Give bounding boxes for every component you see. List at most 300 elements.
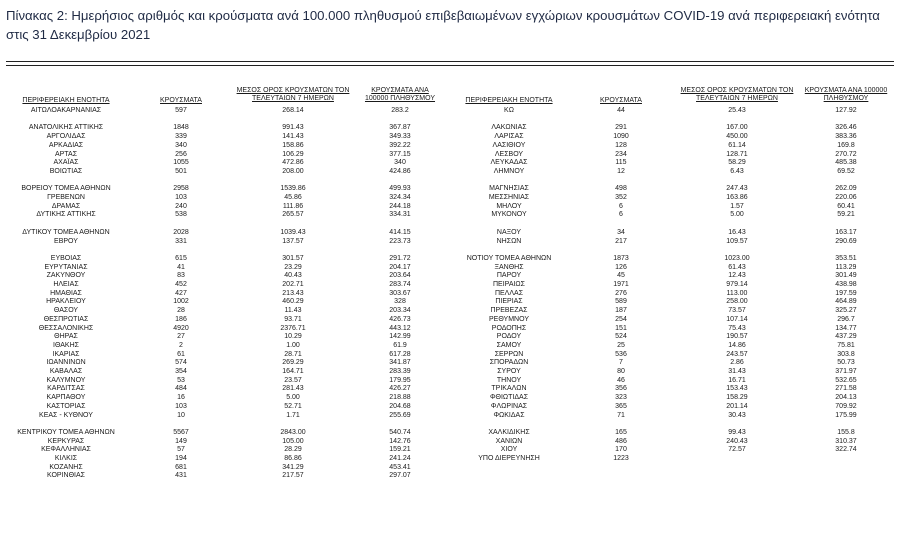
avg7-cell: 28.29: [284, 446, 302, 454]
cases-cell: 16: [177, 394, 185, 402]
cases-cell: 589: [615, 298, 627, 306]
avg7-cell: 10.29: [284, 333, 302, 341]
avg7-cell: 93.71: [284, 315, 302, 323]
per100k-cell: 61.9: [393, 341, 407, 349]
cases-cell: 431: [175, 472, 187, 480]
cases-cell: 83: [177, 272, 185, 280]
cases-cell: 240: [175, 202, 187, 210]
avg7-cell: 208.00: [282, 167, 304, 175]
cases-cell: 452: [175, 281, 187, 288]
avg7-cell: 991.43: [282, 124, 304, 132]
cases-cell: 1873: [613, 254, 629, 262]
table-row: [6, 124, 894, 133]
per100k-cell: 426.73: [389, 315, 411, 323]
per100k-cell: 437.29: [835, 333, 857, 341]
avg7-cell: 1.57: [730, 202, 744, 210]
avg7-cell: 30.43: [728, 411, 746, 419]
cases-cell: 365: [615, 402, 627, 410]
region-cell: ΥΠΟ ΔΙΕΡΕΥΝΗΣΗ: [478, 455, 540, 462]
region-cell: ΜΗΛΟΥ: [496, 202, 522, 210]
table-row: [6, 281, 894, 290]
region-cell: ΡΟΔΟΥ: [496, 333, 522, 341]
avg7-cell: 14.86: [728, 341, 746, 349]
cases-cell: 61: [177, 350, 185, 358]
cases-cell: 1002: [173, 298, 189, 306]
cases-cell: 276: [615, 289, 627, 297]
cases-cell: 170: [615, 446, 627, 454]
region-cell: ΜΑΓΝΗΣΙΑΣ: [489, 185, 529, 193]
cases-cell: 536: [615, 350, 627, 358]
cases-cell: 1223: [613, 455, 629, 462]
avg7-cell: 99.43: [728, 428, 746, 436]
per100k-cell: 159.21: [389, 446, 411, 454]
per100k-cell: 532.65: [835, 376, 857, 384]
cases-cell: 80: [617, 368, 625, 375]
region-cell: ΖΑΚΥΝΘΟΥ: [46, 272, 86, 280]
table-row: [6, 194, 894, 203]
region-cell: ΧΙΟΥ: [500, 446, 518, 454]
avg7-cell: 12.43: [728, 272, 746, 280]
region-cell: ΠΑΡΟΥ: [496, 272, 522, 280]
table-row: [6, 446, 894, 455]
avg7-cell: 979.14: [726, 281, 748, 288]
per100k-cell: 223.73: [389, 237, 411, 245]
cases-cell: 44: [617, 107, 625, 114]
cases-cell: 25: [617, 341, 625, 349]
cases-cell: 331: [175, 237, 187, 245]
table-row: [6, 385, 894, 394]
avg7-cell: 341.29: [282, 463, 304, 471]
cases-cell: 486: [615, 437, 627, 445]
table-row: [6, 359, 894, 368]
region-cell: ΘΕΣΠΡΩΤΙΑΣ: [43, 315, 89, 323]
region-cell: ΗΡΑΚΛΕΙΟΥ: [46, 298, 86, 306]
cases-cell: 4920: [173, 324, 189, 332]
per100k-cell: 283.2: [391, 107, 409, 114]
avg7-cell: 28.71: [284, 350, 302, 358]
per100k-cell: 127.92: [835, 107, 857, 114]
avg7-cell: 190.57: [726, 333, 748, 341]
avg7-cell: 213.43: [282, 289, 304, 297]
avg7-cell: 45.86: [284, 194, 302, 201]
cases-cell: 2: [179, 341, 183, 349]
region-cell: ΚΕΦΑΛΛΗΝΙΑΣ: [41, 446, 91, 454]
avg7-cell: 5.00: [286, 394, 300, 402]
cases-cell: 501: [175, 167, 187, 175]
region-cell: ΒΟΙΩΤΙΑΣ: [49, 167, 83, 175]
cases-cell: 151: [615, 324, 627, 332]
avg7-cell: 301.57: [282, 254, 304, 262]
region-cell: ΜΥΚΟΝΟΥ: [491, 211, 527, 219]
cases-cell: 234: [615, 150, 627, 158]
region-cell: ΚΩ: [504, 107, 514, 114]
cases-cell: 41: [177, 263, 185, 271]
region-cell: ΚΑΡΔΙΤΣΑΣ: [47, 385, 85, 393]
per100k-cell: 179.95: [389, 376, 411, 384]
per100k-cell: 203.34: [389, 307, 411, 315]
per100k-cell: 203.64: [389, 272, 411, 280]
per100k-cell: 303.8: [837, 350, 855, 358]
table-row: [6, 211, 894, 220]
per100k-cell: 301.49: [835, 272, 857, 280]
region-cell: ΓΡΕΒΕΝΩΝ: [47, 194, 85, 201]
avg7-cell: 23.57: [284, 376, 302, 384]
per100k-cell: 271.58: [835, 385, 857, 393]
region-cell: ΚΕΑΣ - ΚΥΘΝΟΥ: [39, 411, 93, 419]
avg7-cell: 163.86: [726, 194, 748, 201]
avg7-cell: 167.00: [726, 124, 748, 132]
per100k-cell: 414.15: [389, 228, 411, 236]
per100k-cell: 69.52: [837, 167, 855, 175]
avg7-cell: 86.86: [284, 455, 302, 462]
per100k-cell: 296.7: [837, 315, 855, 323]
region-cell: ΛΗΜΝΟΥ: [493, 167, 525, 175]
region-cell: ΧΑΛΚΙΔΙΚΗΣ: [488, 428, 530, 436]
region-cell: ΣΥΡΟΥ: [497, 368, 521, 375]
avg7-cell: 72.57: [728, 446, 746, 454]
per100k-cell: 499.93: [389, 185, 411, 193]
table-row: [6, 290, 894, 299]
cases-cell: 6: [619, 211, 623, 219]
region-cell: ΚΑΣΤΟΡΙΑΣ: [46, 402, 86, 410]
avg7-cell: 6.43: [730, 167, 744, 175]
avg7-cell: 247.43: [726, 185, 748, 193]
region-cell: ΠΕΙΡΑΙΩΣ: [493, 281, 525, 288]
per100k-cell: 134.77: [835, 324, 857, 332]
per100k-cell: 443.12: [389, 324, 411, 332]
cases-cell: 126: [615, 263, 627, 271]
per100k-cell: 426.27: [389, 385, 411, 393]
cases-cell: 28: [177, 307, 185, 315]
cases-cell: 27: [177, 333, 185, 341]
region-cell: ΡΟΔΟΠΗΣ: [491, 324, 527, 332]
region-cell: ΛΑΚΩΝΙΑΣ: [491, 124, 527, 132]
avg7-cell: 153.43: [726, 385, 748, 393]
table-row: [6, 368, 894, 377]
cases-cell: 115: [615, 159, 627, 167]
region-cell: ΚΟΖΑΝΗΣ: [49, 463, 83, 471]
avg7-cell: 265.57: [282, 211, 304, 219]
avg7-cell: 141.43: [282, 133, 304, 141]
avg7-cell: 61.43: [728, 263, 746, 271]
per100k-cell: 383.36: [835, 133, 857, 141]
per100k-cell: 310.37: [835, 437, 857, 445]
per100k-cell: 241.24: [389, 455, 411, 462]
avg7-cell: 450.00: [726, 133, 748, 141]
cases-cell: 681: [175, 463, 187, 471]
per100k-cell: 353.51: [835, 254, 857, 262]
region-cell: ΦΩΚΙΔΑΣ: [493, 411, 525, 419]
region-cell: ΙΘΑΚΗΣ: [53, 341, 79, 349]
per100k-cell: 283.74: [389, 281, 411, 288]
table-row: [6, 255, 894, 264]
table-row: [6, 203, 894, 212]
cases-cell: 71: [617, 411, 625, 419]
region-cell: ΝΟΤΙΟΥ ΤΟΜΕΑ ΑΘΗΝΩΝ: [466, 254, 552, 262]
region-cell: ΣΑΜΟΥ: [496, 341, 522, 349]
region-cell: ΗΛΕΙΑΣ: [53, 281, 79, 288]
table-row: [6, 151, 894, 160]
region-cell: ΚΕΝΤΡΙΚΟΥ ΤΟΜΕΑ ΑΘΗΝΩΝ: [17, 428, 115, 436]
per100k-cell: 453.41: [389, 463, 411, 471]
per100k-cell: 340: [394, 159, 406, 167]
region-cell: ΚΟΡΙΝΘΙΑΣ: [47, 472, 85, 480]
avg7-cell: 201.14: [726, 402, 748, 410]
avg7-cell: 1023.00: [724, 254, 750, 262]
table-row: [6, 472, 894, 481]
header-per100k-left: ΚΡΟΥΣΜΑΤΑ ΑΝΑ 100000 ΠΛΗΘΥΣΜΟΥ: [364, 87, 436, 102]
avg7-cell: 52.71: [284, 402, 302, 410]
table-row: [6, 342, 894, 351]
region-cell: ΕΥΒΟΙΑΣ: [50, 254, 82, 262]
per100k-cell: 220.06: [835, 194, 857, 201]
table-row: [6, 438, 894, 447]
per100k-cell: 155.8: [837, 428, 855, 436]
region-cell: ΚΙΛΚΙΣ: [54, 455, 78, 462]
per100k-cell: 438.98: [835, 281, 857, 288]
cases-cell: 5567: [173, 428, 189, 436]
avg7-cell: 40.43: [284, 272, 302, 280]
avg7-cell: 2843.00: [280, 428, 306, 436]
avg7-cell: 281.43: [282, 385, 304, 393]
cases-cell: 291: [615, 124, 627, 132]
table-row: [6, 238, 894, 247]
avg7-cell: 243.57: [726, 350, 748, 358]
region-cell: ΛΑΡΙΣΑΣ: [494, 133, 524, 141]
table-row: [6, 464, 894, 473]
avg7-cell: 58.29: [728, 159, 746, 167]
cases-cell: 339: [175, 133, 187, 141]
per100k-cell: 59.21: [837, 211, 855, 219]
cases-cell: 45: [617, 272, 625, 280]
per100k-cell: 617.28: [389, 350, 411, 358]
cases-cell: 1055: [173, 159, 189, 167]
table-row: [6, 229, 894, 238]
cases-cell: 10: [177, 411, 185, 419]
per100k-cell: 349.33: [389, 133, 411, 141]
cases-cell: 256: [175, 150, 187, 158]
avg7-cell: 1.00: [286, 341, 300, 349]
region-cell: ΘΗΡΑΣ: [54, 333, 78, 341]
avg7-cell: 258.00: [726, 298, 748, 306]
cases-cell: 356: [615, 385, 627, 393]
region-cell: ΚΑΛΥΜΝΟΥ: [46, 376, 86, 384]
per100k-cell: 322.74: [835, 446, 857, 454]
table-row: [6, 159, 894, 168]
region-cell: ΣΕΡΡΩΝ: [494, 350, 524, 358]
per100k-cell: 218.88: [389, 394, 411, 402]
cases-cell: 1971: [613, 281, 629, 288]
per100k-cell: 255.69: [389, 411, 411, 419]
avg7-cell: 75.43: [728, 324, 746, 332]
avg7-cell: 111.86: [282, 202, 304, 210]
header-avg7-left: ΜΕΣΟΣ ΟΡΟΣ ΚΡΟΥΣΜΑΤΩΝ ΤΟΝ ΤΕΛΕΥΤΑΙΩΝ 7 ΗΜΕΡΩΝ: [236, 87, 350, 102]
avg7-cell: 240.43: [726, 437, 748, 445]
per100k-cell: 113.29: [835, 263, 857, 271]
region-cell: ΕΒΡΟΥ: [54, 237, 78, 245]
region-cell: ΜΕΣΣΗΝΙΑΣ: [488, 194, 530, 201]
per100k-cell: 290.69: [835, 237, 857, 245]
cases-cell: 323: [615, 394, 627, 402]
region-cell: ΦΘΙΩΤΙΔΑΣ: [489, 394, 529, 402]
avg7-cell: 2.86: [730, 359, 744, 367]
table-caption: Πίνακας 2: Ημερήσιος αριθμός και κρούσματα ανά 100.000 πληθυσμού επιβεβαιωμένων εγχώριων κρουσμάτων COVID-19 ανά περιφερειακή ενότητα στις 31 Δεκεμβρίου 2021: [6, 8, 880, 42]
region-cell: ΝΑΞΟΥ: [496, 228, 522, 236]
per100k-cell: 326.46: [835, 124, 857, 132]
region-cell: ΝΗΣΩΝ: [496, 237, 522, 245]
region-cell: ΠΙΕΡΙΑΣ: [495, 298, 523, 306]
per100k-cell: 163.17: [835, 228, 857, 236]
avg7-cell: 11.43: [284, 307, 302, 315]
avg7-cell: 16.71: [728, 376, 746, 384]
per100k-cell: 262.09: [835, 185, 857, 193]
avg7-cell: 158.86: [282, 141, 304, 149]
avg7-cell: 202.71: [282, 281, 304, 288]
region-cell: ΤΗΝΟΥ: [496, 376, 522, 384]
per100k-cell: 197.59: [835, 289, 857, 297]
avg7-cell: 158.29: [726, 394, 748, 402]
per100k-cell: 291.72: [389, 254, 411, 262]
avg7-cell: 460.29: [282, 298, 304, 306]
region-cell: ΤΡΙΚΑΛΩΝ: [491, 385, 527, 393]
avg7-cell: 268.14: [282, 107, 304, 114]
region-cell: ΔΥΤΙΚΟΥ ΤΟΜΕΑ ΑΘΗΝΩΝ: [22, 228, 110, 236]
cases-cell: 103: [175, 194, 187, 201]
per100k-cell: 540.74: [389, 428, 411, 436]
per100k-cell: 377.15: [389, 150, 411, 158]
region-cell: ΠΕΛΛΑΣ: [494, 289, 524, 297]
cases-cell: 615: [175, 254, 187, 262]
cases-cell: 427: [175, 289, 187, 297]
avg7-cell: 23.29: [284, 263, 302, 271]
avg7-cell: 107.14: [726, 315, 748, 323]
cases-cell: 165: [615, 428, 627, 436]
avg7-cell: 73.57: [728, 307, 746, 315]
per100k-cell: 60.41: [837, 202, 855, 210]
region-cell: ΒΟΡΕΙΟΥ ΤΟΜΕΑ ΑΘΗΝΩΝ: [21, 185, 111, 193]
per100k-cell: 303.67: [389, 289, 411, 297]
table-row: [6, 333, 894, 342]
per100k-cell: 367.87: [389, 124, 411, 132]
cases-cell: 340: [175, 141, 187, 149]
region-cell: ΞΑΝΘΗΣ: [494, 263, 524, 271]
table-row: [6, 325, 894, 334]
cases-cell: 1848: [173, 124, 189, 132]
header-per100k-right: ΚΡΟΥΣΜΑΤΑ ΑΝΑ 100000 ΠΛΗΘΥΣΜΟΥ: [804, 87, 888, 102]
region-cell: ΛΕΥΚΑΔΑΣ: [490, 159, 528, 167]
avg7-cell: 113.00: [726, 289, 748, 297]
cases-cell: 46: [617, 376, 625, 384]
table-row: [6, 185, 894, 194]
header-region-left: ΠΕΡΙΦΕΡΕΙΑΚΗ ΕΝΟΤΗΤΑ: [22, 97, 110, 104]
region-cell: ΚΑΡΠΑΘΟΥ: [46, 394, 86, 402]
per100k-cell: 283.39: [389, 368, 411, 375]
header-avg7-right: ΜΕΣΟΣ ΟΡΟΣ ΚΡΟΥΣΜΑΤΩΝ ΤΟΝ ΤΕΛΕΥΤΑΙΩΝ 7 ΗΜΕΡΩΝ: [680, 87, 794, 102]
per100k-cell: 75.81: [837, 341, 855, 349]
cases-cell: 484: [175, 385, 187, 393]
region-cell: ΑΡΤΑΣ: [54, 150, 78, 158]
header-region-right: ΠΕΡΙΦΕΡΕΙΑΚΗ ΕΝΟΤΗΤΑ: [465, 97, 553, 104]
cases-cell: 34: [617, 228, 625, 236]
avg7-cell: 269.29: [282, 359, 304, 367]
per100k-cell: 324.34: [389, 194, 411, 201]
region-cell: ΙΩΑΝΝΙΝΩΝ: [46, 359, 86, 367]
cases-cell: 352: [615, 194, 627, 201]
region-cell: ΠΡΕΒΕΖΑΣ: [490, 307, 528, 315]
cases-cell: 354: [175, 368, 187, 375]
cases-cell: 194: [175, 455, 187, 462]
avg7-cell: 137.57: [282, 237, 304, 245]
per100k-cell: 485.38: [835, 159, 857, 167]
avg7-cell: 25.43: [728, 107, 746, 114]
table-row: [6, 298, 894, 307]
per100k-cell: 371.97: [835, 368, 857, 375]
region-cell: ΘΑΣΟΥ: [53, 307, 79, 315]
per100k-cell: 464.89: [835, 298, 857, 306]
cases-cell: 217: [615, 237, 627, 245]
per100k-cell: 709.92: [835, 402, 857, 410]
cases-cell: 524: [615, 333, 627, 341]
table-row: [6, 133, 894, 142]
cases-cell: 103: [175, 402, 187, 410]
region-cell: ΚΕΡΚΥΡΑΣ: [47, 437, 85, 445]
cases-cell: 53: [177, 376, 185, 384]
cases-cell: 186: [175, 315, 187, 323]
region-cell: ΧΑΝΙΩΝ: [495, 437, 523, 445]
avg7-cell: 2376.71: [280, 324, 306, 332]
avg7-cell: 1039.43: [280, 228, 306, 236]
region-cell: ΚΑΒΑΛΑΣ: [49, 368, 83, 375]
avg7-cell: 31.43: [728, 368, 746, 375]
region-cell: ΑΧΑΪΑΣ: [53, 159, 79, 167]
avg7-cell: 1539.86: [280, 185, 306, 193]
per100k-cell: 424.86: [389, 167, 411, 175]
per100k-cell: 270.72: [835, 150, 857, 158]
cases-cell: 254: [615, 315, 627, 323]
avg7-cell: 105.00: [282, 437, 304, 445]
avg7-cell: 217.57: [282, 472, 304, 480]
region-cell: ΑΡΚΑΔΙΑΣ: [48, 141, 84, 149]
avg7-cell: 1.71: [286, 411, 300, 419]
region-cell: ΛΕΣΒΟΥ: [494, 150, 524, 158]
cases-cell: 149: [175, 437, 187, 445]
region-cell: ΔΡΑΜΑΣ: [51, 202, 81, 210]
table-row: [6, 264, 894, 273]
per100k-cell: 392.22: [389, 141, 411, 149]
per100k-cell: 169.8: [837, 141, 855, 149]
header-cases-right: ΚΡΟΥΣΜΑΤΑ: [600, 97, 642, 104]
cases-cell: 7: [619, 359, 623, 367]
avg7-cell: 5.00: [730, 211, 744, 219]
per100k-cell: 50.73: [837, 359, 855, 367]
cases-cell: 498: [615, 185, 627, 193]
per100k-cell: 204.13: [835, 394, 857, 402]
per100k-cell: 204.17: [389, 263, 411, 271]
region-cell: ΣΠΟΡΑΔΩΝ: [489, 359, 529, 367]
table-row: [6, 403, 894, 412]
avg7-cell: 106.29: [282, 150, 304, 158]
table-row: [6, 455, 894, 464]
per100k-cell: 334.31: [389, 211, 411, 219]
avg7-cell: 128.71: [726, 150, 748, 158]
region-cell: ΡΕΘΥΜΝΟΥ: [488, 315, 529, 323]
region-cell: ΑΙΤΩΛΟΑΚΑΡΝΑΝΙΑΣ: [30, 107, 102, 114]
top-rule-second: [6, 65, 894, 66]
cases-cell: 128: [615, 141, 627, 149]
cases-cell: 57: [177, 446, 185, 454]
region-cell: ΕΥΡΥΤΑΝΙΑΣ: [44, 263, 88, 271]
per100k-cell: 142.99: [389, 333, 411, 341]
